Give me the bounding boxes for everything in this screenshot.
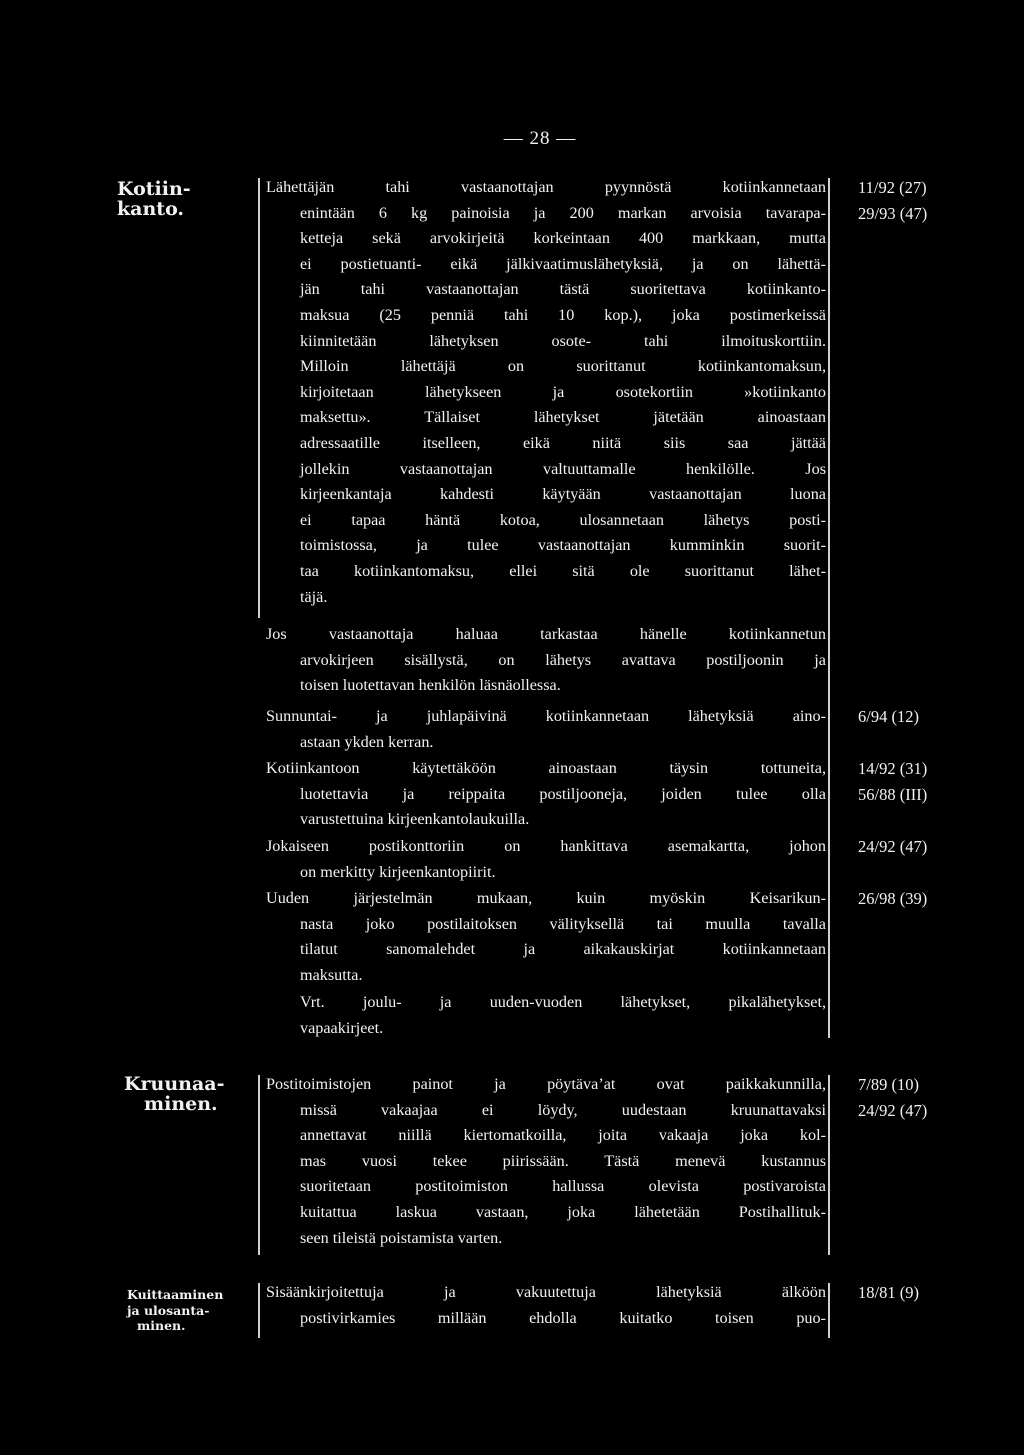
margin-references xyxy=(858,1280,919,1306)
text-line: tilatut sanomalehdet ja aikakauskirjat kotiinkannetaan xyxy=(300,940,826,959)
text-line: suoritetaan postitoimiston hallussa olevista postivaroista xyxy=(300,1177,826,1196)
text-line: varustettuina kirjeenkantolaukuilla. xyxy=(300,810,530,829)
column-rule-right xyxy=(828,178,830,1038)
text-line: Vrt. joulu- ja uuden-vuoden lähetykset, pikalähetykset, xyxy=(300,993,826,1011)
reference: 11/92 (27) xyxy=(858,178,927,197)
text-line: seen tileistä poistamista varten. xyxy=(300,1228,503,1247)
text-line: kirjoitetaan lähetykseen ja osotekortiin »kotiinkanto xyxy=(300,382,826,401)
margin-references xyxy=(858,834,927,860)
text-line: mas vuosi tekee piirissään. Tästä menevä kustannus xyxy=(300,1151,826,1170)
text-line: arvokirjeen sisällystä, on lähetys avattava postiljoonin ja xyxy=(300,650,826,669)
text-line: Jokaiseen postikonttoriin on hankittava asemakartta, johon xyxy=(266,837,826,855)
reference: 6/94 (12) xyxy=(858,707,919,726)
margin-references xyxy=(858,704,919,730)
text-line: täjä. xyxy=(300,587,328,606)
section-heading-kuittaaminen xyxy=(127,1287,223,1334)
text-line: jän tahi vastaanottajan tästä suoritettava kotiinkanto- xyxy=(300,280,826,299)
text-line: astaan ykden kerran. xyxy=(300,732,434,751)
text-line: ketteja sekä arvokirjeitä korkeintaan 400 markkaan, mutta xyxy=(300,229,826,248)
text-line: adressaatille itselleen, eikä niitä siis saa jättää xyxy=(300,433,826,452)
text-line: Sisäänkirjoitettuja ja vakuutettuja lähetyksiä älköön xyxy=(266,1283,826,1301)
text-line: kirjeenkantaja kahdesti käytyään vastaanottajan luona xyxy=(300,485,826,504)
text-line: maksettu». Tällaiset lähetykset jätetään ainoastaan xyxy=(300,408,826,427)
paragraph xyxy=(266,175,826,610)
text-line: kiinnitetään lähetyksen osote- tahi ilmoituskorttiin. xyxy=(300,331,826,350)
reference: 24/92 (47) xyxy=(858,837,928,856)
heading-line: Kuittaaminen xyxy=(127,1287,224,1302)
paragraph xyxy=(266,756,826,833)
heading-line: kanto. xyxy=(117,197,185,220)
section-heading-kruunaaminen xyxy=(124,1075,224,1115)
margin-references xyxy=(858,1072,927,1123)
reference: 18/81 (9) xyxy=(858,1283,919,1302)
text-line: toimistossa, ja tulee vastaanottajan kumminkin suorit- xyxy=(300,536,826,555)
heading-line: minen. xyxy=(137,1318,186,1334)
heading-line: Kotiin- xyxy=(117,178,191,200)
paragraph xyxy=(266,1072,826,1251)
margin-references xyxy=(858,886,927,912)
text-line: taa kotiinkantomaksu, ellei sitä ole suorittanut lähet- xyxy=(300,561,826,580)
margin-references xyxy=(858,756,927,807)
text-line: annettavat niillä kiertomatkoilla, joita vakaaja joka kol- xyxy=(300,1126,826,1145)
heading-line: minen. xyxy=(144,1092,218,1115)
column-rule-left xyxy=(258,178,260,618)
heading-line: Kruunaa- xyxy=(124,1073,225,1095)
text-line: Uuden järjestelmän mukaan, kuin myöskin Keisarikun- xyxy=(266,889,826,907)
text-line: missä vakaajaa ei löydy, uudestaan kruunattavaksi xyxy=(300,1100,826,1119)
text-line: vapaakirjeet. xyxy=(300,1018,384,1037)
column-rule-left xyxy=(258,1075,260,1255)
section-heading-kotiinkanto xyxy=(117,180,191,220)
text-line: Postitoimistojen painot ja pöytävaʼat ovat paikkakunnilla, xyxy=(266,1075,826,1093)
reference: 24/92 (47) xyxy=(858,1100,928,1120)
text-line: kuitattua laskua vastaan, joka lähetetään Postihallituk- xyxy=(300,1202,826,1221)
text-line: Sunnuntai- ja juhlapäivinä kotiinkannetaan lähetyksiä aino- xyxy=(266,707,826,725)
paragraph xyxy=(266,886,826,988)
column-rule-right xyxy=(828,1075,830,1255)
text-line: Milloin lähettäjä on suorittanut kotiinkantomaksun, xyxy=(300,357,826,376)
text-line: Jos vastaanottaja haluaa tarkastaa hänelle kotiinkannetun xyxy=(266,625,826,643)
text-line: nasta joko postilaitoksen välityksellä tai muulla tavalla xyxy=(300,914,826,933)
reference: 7/89 (10) xyxy=(858,1075,919,1094)
text-line: postivirkamies millään ehdolla kuitatko toisen puo- xyxy=(300,1308,826,1327)
reference: 29/93 (47) xyxy=(858,203,928,223)
paragraph xyxy=(266,834,826,885)
reference: 26/98 (39) xyxy=(858,889,928,908)
text-line: maksutta. xyxy=(300,965,363,984)
text-line: enintään 6 kg painoisia ja 200 markan arvoisia tavarapa- xyxy=(300,203,826,222)
reference: 56/88 (III) xyxy=(858,784,928,804)
page-number: — 28 — xyxy=(503,128,577,149)
text-line: luotettavia ja reippaita postiljooneja, joiden tulee olla xyxy=(300,784,826,803)
paragraph xyxy=(266,990,826,1041)
text-line: Kotiinkantoon käytettäköön ainoastaan täysin tottuneita, xyxy=(266,759,826,777)
text-line: jollekin vastaanottajan valtuuttamalle henkilölle. Jos xyxy=(300,459,826,478)
text-line: ei tapaa häntä kotoa, ulosannetaan lähetys posti- xyxy=(300,510,826,529)
margin-references xyxy=(858,175,927,226)
text-line: on merkitty kirjeenkantopiirit. xyxy=(300,862,496,881)
paragraph xyxy=(266,1280,826,1331)
text-line: Lähettäjän tahi vastaanottajan pyynnöstä kotiinkannetaan xyxy=(266,178,826,196)
heading-line: ja ulosanta- xyxy=(127,1302,210,1318)
text-line: toisen luotettavan henkilön läsnäollessa. xyxy=(300,676,561,695)
text-line: ei postietuanti- eikä jälkivaatimuslähetyksiä, ja on lähettä- xyxy=(300,254,826,273)
paragraph xyxy=(266,704,826,755)
text-line: maksua (25 penniä tahi 10 kop.), joka postimerkeissä xyxy=(300,305,826,324)
reference: 14/92 (31) xyxy=(858,759,928,778)
column-rule-right xyxy=(828,1283,830,1338)
paragraph xyxy=(266,622,826,699)
column-rule-left xyxy=(258,1283,260,1338)
